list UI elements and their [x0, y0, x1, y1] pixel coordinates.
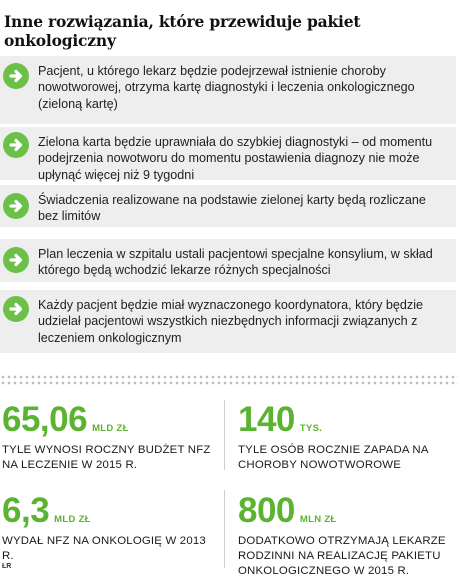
list-item-text: Każdy pacjent będzie miał wyznaczonego koordynatora, który będzie udzielał pacjentowi wszystkich niezbędnych informacji związanych z leczeniem onkologicznym	[38, 298, 424, 345]
stat-value: 800	[238, 491, 295, 530]
list-item	[0, 185, 456, 227]
list-item-text: Pacjent, u którego lekarz będzie podejrzewał istnienie choroby nowotworowej, otrzyma kartę diagnostyki i leczenia onkologicznego (zieloną kartę)	[38, 64, 415, 111]
list-item-text: Zielona karta będzie uprawniała do szybkiej diagnostyki – od momentu podejrzenia nowotworu do momentu postawienia diagnozy nie może upłynąć więcej niż 9 tygodni	[38, 135, 433, 182]
stat-value: 6,3	[2, 491, 50, 530]
stat-value: 140	[238, 400, 295, 439]
dotted-divider	[0, 374, 458, 386]
arrow-right-icon	[3, 63, 29, 89]
source-credit: ŁR	[2, 563, 12, 570]
stat-description: TYLE OSÓB ROCZNIE ZAPADA NA CHOROBY NOWOTWOROWE	[238, 444, 429, 471]
stat-unit: MLD ZŁ	[92, 423, 129, 434]
page-title: Inne rozwiązania, które przewiduje pakiet onkologiczny	[4, 12, 361, 50]
stat-value: 65,06	[2, 400, 88, 439]
list-item-text: Plan leczenia w szpitalu ustali pacjentowi specjalne konsylium, w skład którego będą wchodzić lekarze różnych specjalności	[38, 247, 433, 278]
stat-patients	[238, 402, 454, 473]
column-divider	[224, 400, 225, 470]
stat-description: DODATKOWO OTRZYMAJĄ LEKARZE RODZINNI NA REALIZACJĘ PAKIETU ONKOLOGICZNEGO W 2015 R.	[238, 535, 446, 577]
stat-oncology-spending	[2, 493, 220, 564]
list-item	[0, 127, 456, 180]
arrow-right-icon	[3, 247, 29, 273]
list-item	[0, 239, 456, 282]
list-item	[0, 290, 456, 353]
stat-gp-funding	[238, 493, 454, 579]
arrow-right-icon	[3, 193, 29, 219]
stat-unit: TYS.	[299, 423, 323, 434]
list-item	[0, 56, 456, 124]
stat-unit: MLD ZŁ	[54, 514, 91, 525]
arrow-right-icon	[3, 296, 29, 322]
arrow-right-icon	[3, 132, 29, 158]
stat-budget	[2, 402, 220, 473]
stat-description: TYLE WYNOSI ROCZNY BUDŻET NFZ NA LECZENIE W 2015 R.	[2, 444, 211, 471]
column-divider	[224, 490, 225, 568]
stat-description: WYDAŁ NFZ NA ONKOLOGIĘ W 2013 R.	[2, 535, 206, 562]
stat-unit: MLN ZŁ	[299, 514, 337, 525]
list-item-text: Świadczenia realizowane na podstawie zielonej karty będą rozliczane bez limitów	[38, 193, 426, 224]
